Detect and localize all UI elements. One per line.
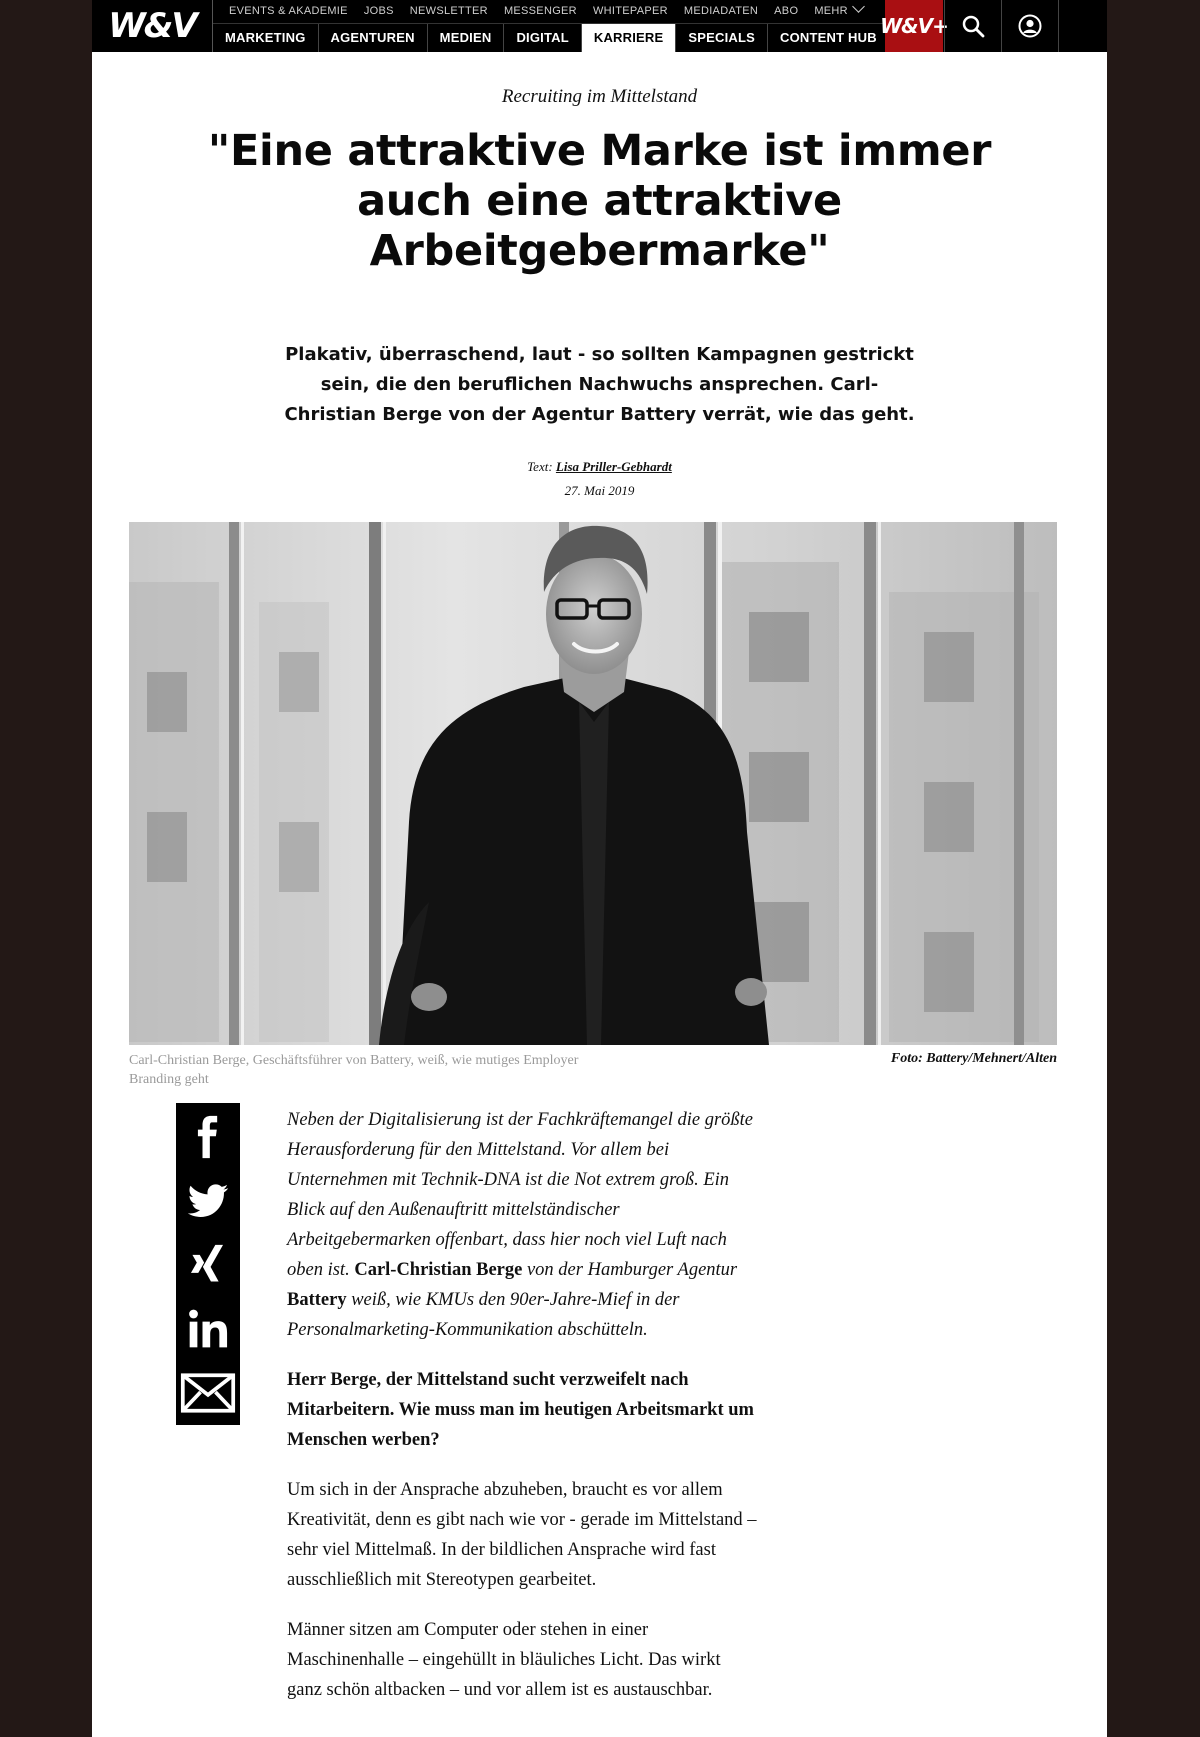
search-button[interactable] [944,0,1001,52]
nav-tab-specials[interactable]: SPECIALS [676,24,768,52]
email-icon [180,1371,236,1415]
nav-tab-agenturen[interactable]: AGENTUREN [319,24,428,52]
share-email-button[interactable] [180,1369,236,1417]
article-body [287,1105,757,1725]
nav-tab-digital[interactable]: DIGITAL [504,24,581,52]
topnav-item-whitepaper[interactable]: WHITEPAPER [592,5,668,17]
article-hero-image [129,522,1057,1045]
image-caption: Carl-Christian Berge, Geschäftsführer von Battery, weiß, wie mutiges Employer Branding geht [129,1053,579,1087]
interview-answer-paragraph: Um sich in der Ansprache abzuheben, braucht es vor allem Kreativität, denn es gibt nach wie vor - gerade im Mittelstand – sehr viel Mittelmaß. In der bildlichen Ansprache wird fast ausschließlich mit Stereotypen gearbeitet. [287,1480,757,1590]
nav-tab-content-hub[interactable]: CONTENT HUB [768,24,890,52]
xing-icon [186,1243,230,1287]
account-button[interactable] [1001,0,1059,52]
chevron-down-icon [852,0,865,13]
article-kicker: Recruiting im Mittelstand [501,86,698,107]
site-logo[interactable]: W&V [108,6,196,46]
share-xing-button[interactable] [180,1241,236,1289]
main-navigation [213,23,890,52]
search-icon [961,14,985,38]
topnav-item-mehr[interactable] [806,0,871,22]
intro-person-name: Carl-Christian Berge [354,1260,523,1280]
nav-tab-karriere[interactable]: KARRIERE [582,24,677,52]
article-byline [92,459,1107,475]
byline-prefix: Text: [527,459,553,474]
page [92,0,1107,1737]
user-icon [1018,14,1042,38]
author-link[interactable]: Lisa Priller-Gebhardt [555,459,672,474]
intro-text-3: weiß, wie KMUs den 90er-Jahre-Mief in der Personalmarketing-Kommunikation abschütteln. [287,1290,680,1340]
topnav-item-newsletter[interactable]: NEWSLETTER [409,5,488,17]
article-date: 27. Mai 2019 [564,483,635,498]
site-header [92,0,1107,52]
interview-answer-paragraph: Männer sitzen am Computer oder stehen in einer Maschinenhalle – eingehüllt in bläuliches Licht. Das wirkt ganz schön altbacken – und vor allem ist es austauschbar. [287,1620,721,1700]
topnav-item-mediadaten[interactable]: MEDIADATEN [683,5,759,17]
top-navigation [213,0,871,22]
linkedin-icon [186,1307,230,1351]
article-teaser: Plakativ, überraschend, laut - so sollten Kampagnen gestrickt sein, die den beruflichen Nachwuchs ansprechen. Carl-Christian Berge von der Agentur Battery verrät, wie das geht. [284,344,915,425]
article-headline: "Eine attraktive Marke ist immer auch eine attraktive Arbeitgebermarke" [207,126,992,276]
share-bar [176,1103,240,1425]
portrait-photo [129,522,1057,1045]
twitter-icon [186,1179,230,1223]
intro-text-1: Neben der Digitalisierung ist der Fachkräftemangel die größte Herausforderung für den Mittelstand. Vor allem bei Unternehmen mit Technik-DNA ist die Not extrem groß. Ein Blick auf den Außenauftritt mittelständischer Arbeitgebermarken offenbart, dass hier noch viel Luft nach oben ist. [287,1110,754,1280]
wv-plus-button[interactable]: W&V+ [885,0,943,52]
intro-text-2: von der Hamburger Agentur [526,1260,738,1280]
topnav-item-events[interactable]: EVENTS & AKADEMIE [229,5,348,17]
intro-agency-name: Battery [287,1290,347,1310]
image-credit: Foto: Battery/Mehnert/Alten [890,1051,1057,1066]
share-facebook-button[interactable] [180,1113,236,1161]
topnav-item-messenger[interactable]: MESSENGER [503,5,577,17]
facebook-icon [186,1115,230,1159]
share-twitter-button[interactable] [180,1177,236,1225]
interview-question: Herr Berge, der Mittelstand sucht verzweifelt nach Mitarbeitern. Wie muss man im heutigen Arbeitsmarkt um Menschen werben? [287,1370,754,1450]
topnav-item-jobs[interactable]: JOBS [363,5,394,17]
topnav-item-mehr-label: MEHR [814,5,848,17]
topnav-item-abo[interactable]: ABO [774,5,799,17]
nav-tab-marketing[interactable]: MARKETING [213,24,319,52]
article-intro [287,1105,757,1345]
nav-tab-medien[interactable]: MEDIEN [428,24,505,52]
share-linkedin-button[interactable] [180,1305,236,1353]
